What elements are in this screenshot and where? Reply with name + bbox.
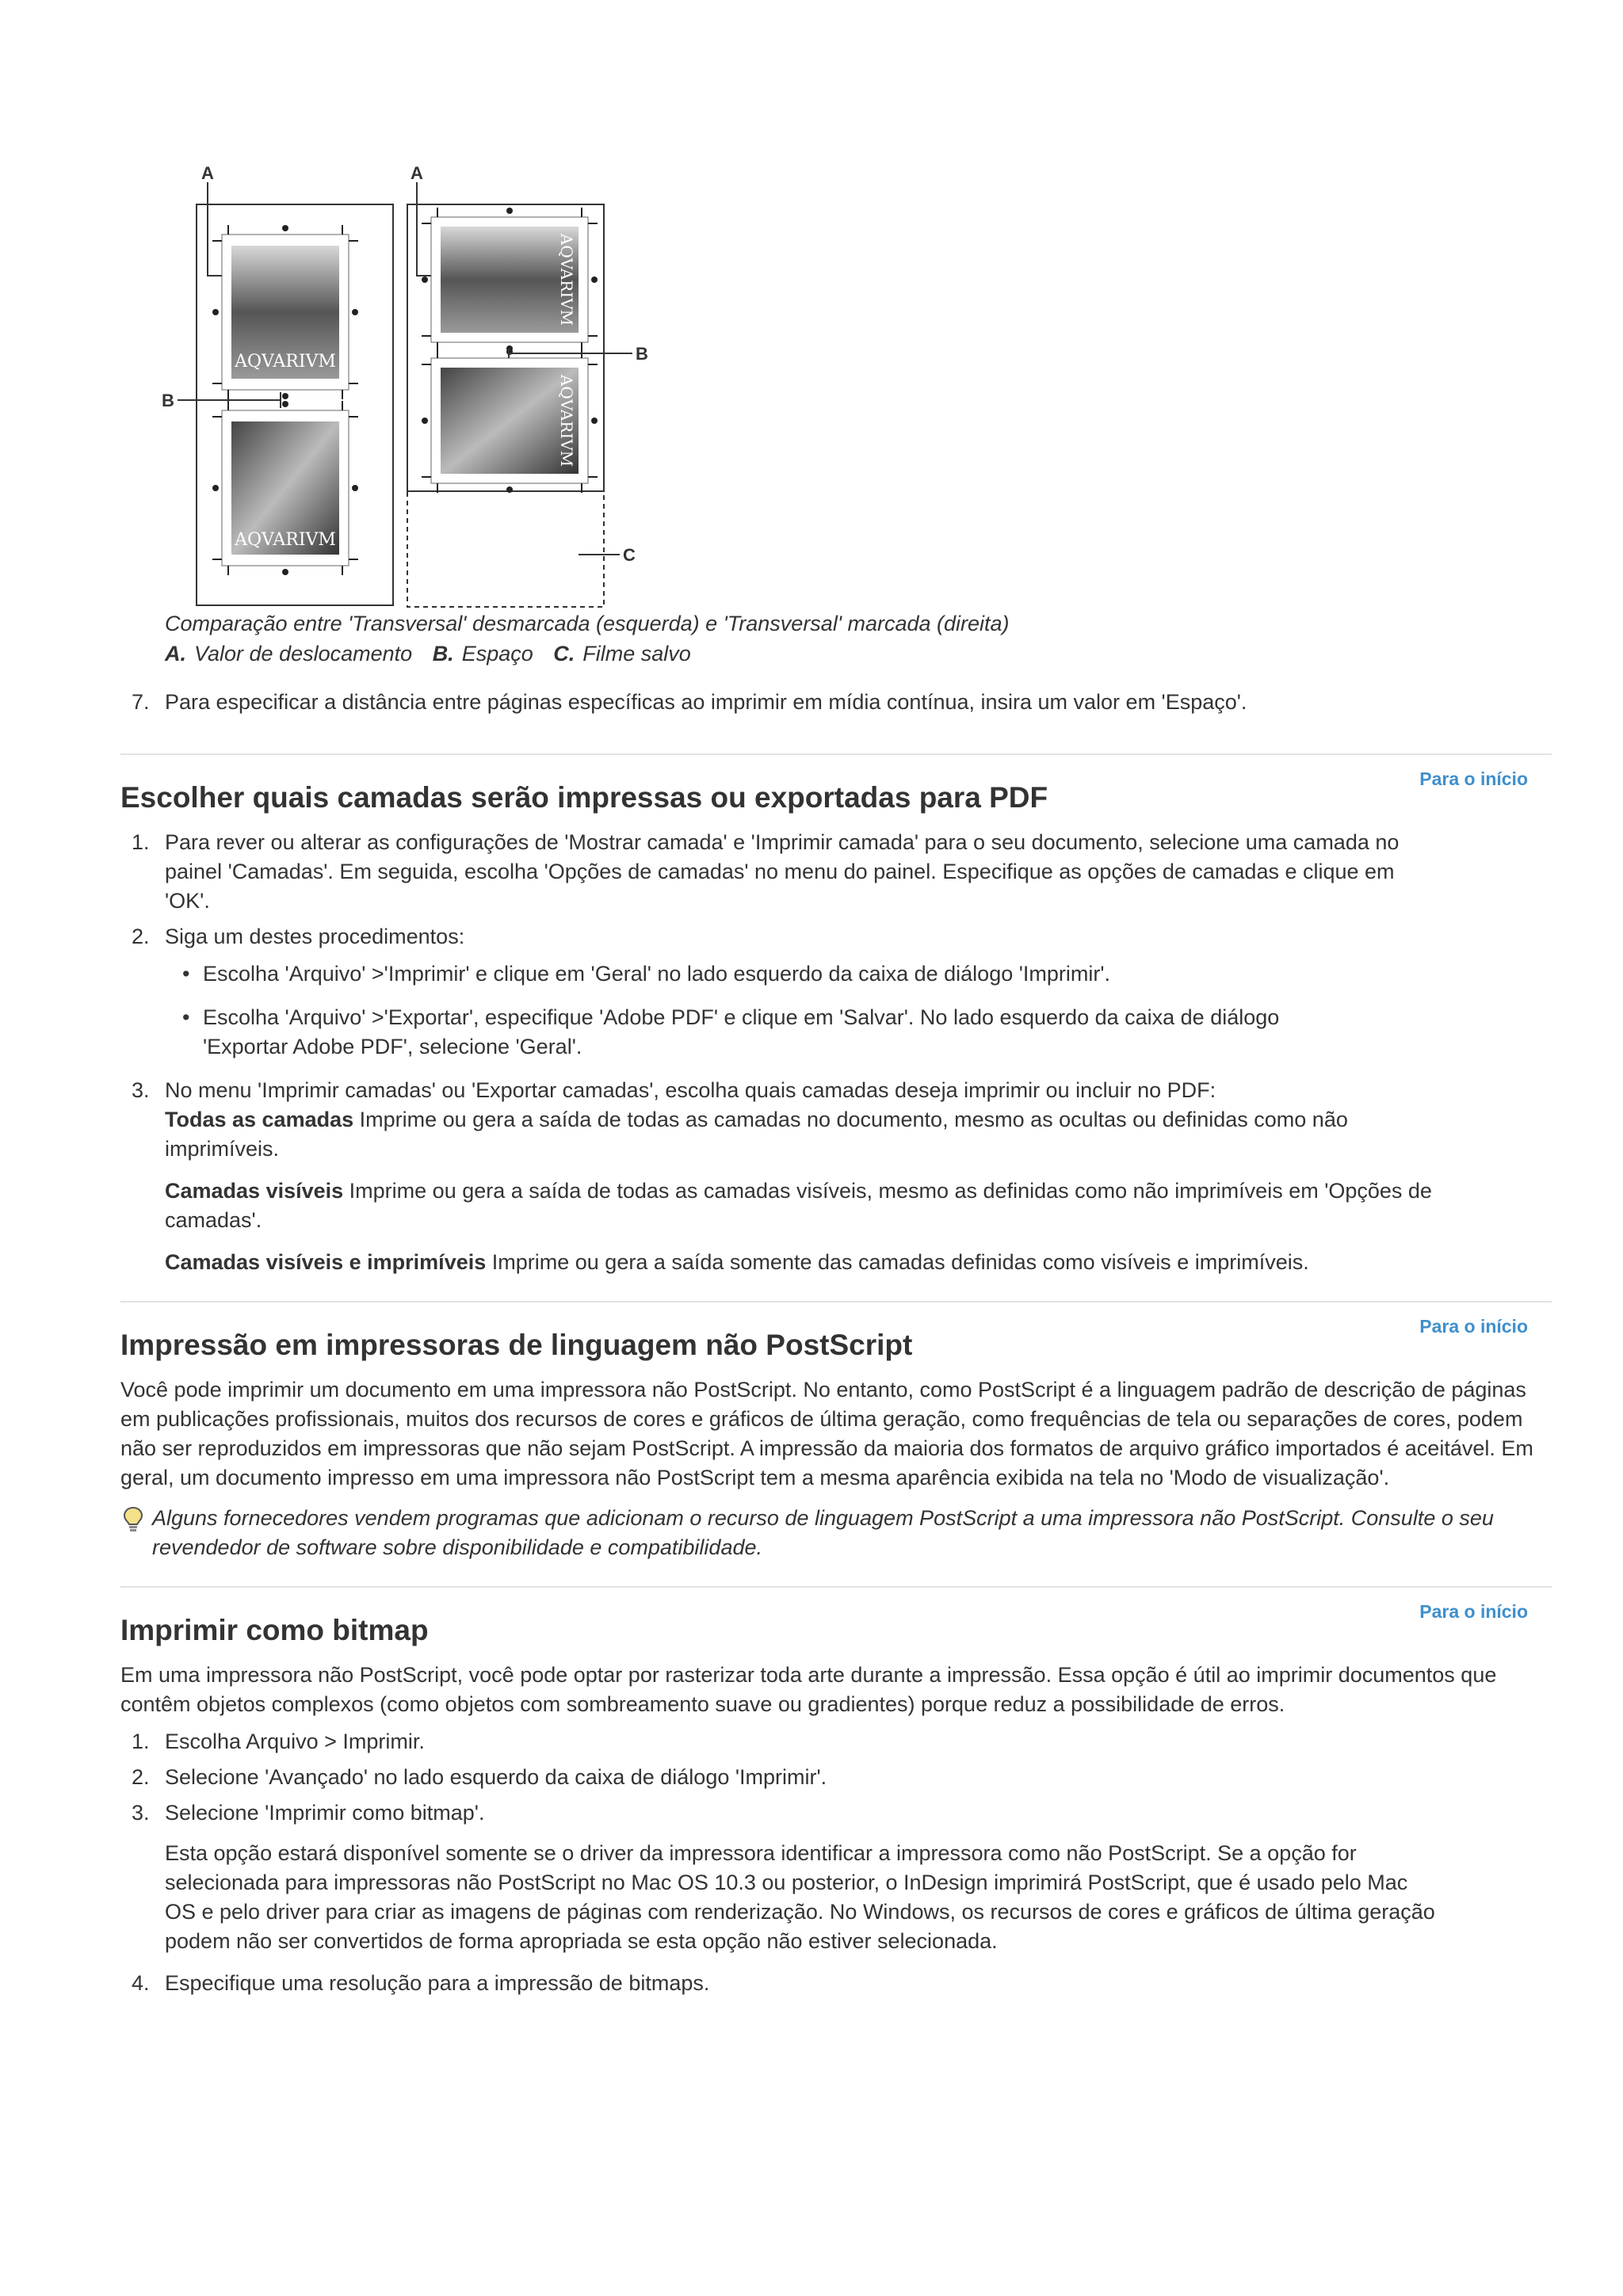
caption-c-text: Filme salvo [582,642,691,666]
step-text: Para especificar a distância entre páginas específicas ao imprimir em mídia contínua, insira um valor em 'Espaço'. [165,690,1247,714]
option-term: Camadas visíveis e imprimíveis [165,1250,487,1274]
step-note: Esta opção estará disponível somente se o driver da impressora identificar a impressora como não PostScript. Se a opção for selecionada para impressoras não PostScript no Mac OS 10.3 ou posterior, o InDesign imprimirá PostScript, que é usado pelo Mac OS e pelo driver para criar as imagens de páginas com renderização. No Windows, os recursos de cores e gráficos de última geração podem não ser convertidos de forma apropriada se esta opção não estiver selecionada. [165,1841,1435,1953]
caption-title: Comparação entre 'Transversal' desmarcada (esquerda) e 'Transversal' marcada (direita) [165,612,1010,635]
section-print-bitmap [120,1586,1552,1998]
lightbulb-icon [120,1505,146,1534]
step-2 [120,922,1512,1062]
step-2 [120,1763,1512,1792]
saved-film-outline [407,491,604,607]
step-text: Para rever ou alterar as configurações de 'Mostrar camada' e 'Imprimir camada' para o seu documento, selecione uma camada no painel 'Camadas'. Em seguida, escolha 'Opções de camadas' no menu do painel. Especifique as opções de camadas e clique em 'OK'. [165,830,1400,913]
step-4 [120,1969,1512,1998]
section-paragraph: Você pode imprimir um documento em uma impressora não PostScript. No entanto, como PostScript é a linguagem padrão de descrição de páginas em publicações profissionais, muitos dos recursos de cores e gráficos de última geração, como frequências de tela ou separações de cores, podem não ser reproduzidos em impressoras que não sejam PostScript. A impressão da maioria dos formatos de arquivo gráfico importados é aceitável. Em geral, um documento impresso em uma impressora não PostScript tem a mesma aparência exibida na tela no 'Modo de visualização'. [120,1378,1533,1489]
step-text: Escolha Arquivo > Imprimir. [165,1730,425,1753]
bullet-list [203,959,1512,1062]
card-text: AQVARIVM [557,374,576,467]
label-a-right: A [411,163,423,183]
card-text: AQVARIVM [235,352,336,372]
section-layers [120,753,1552,1277]
option-desc: Imprime ou gera a saída de todas as camadas visíveis, mesmo as definidas como não imprimíveis em 'Opções de camadas'. [165,1179,1432,1232]
label-b-left: B [162,391,174,410]
label-a-left: A [201,163,214,183]
section-title: Imprimir como bitmap [120,1614,429,1646]
step-number: 1. [132,1730,150,1753]
label-b-right: B [636,344,648,364]
step-text: No menu 'Imprimir camadas' ou 'Exportar camadas', escolha quais camadas deseja imprimir ou incluir no PDF: [165,1078,1216,1102]
caption-a-letter: A. [165,642,186,666]
option-term: Todas as camadas [165,1108,354,1131]
label-c: C [623,545,636,565]
step-7 [120,688,1512,717]
caption-b-letter: B. [432,642,454,666]
transversal-comparison-figure [151,158,658,610]
bullet-item: • Escolha 'Arquivo' >'Exportar', especifique 'Adobe PDF' e clique em 'Salvar'. No lado esquerdo da caixa de diálogo 'Exportar Adobe PDF', selecione 'Geral'. [203,1003,1344,1062]
step-1 [120,1727,1512,1756]
main-content [120,688,1552,2004]
step-text: Selecione 'Avançado' no lado esquerdo da caixa de diálogo 'Imprimir'. [165,1765,827,1789]
step-1 [120,828,1512,916]
section-title: Impressão em impressoras de linguagem não PostScript [120,1329,913,1361]
tip [120,1504,1555,1562]
caption-legend [165,639,1354,669]
back-to-top-link[interactable]: Para o início [1419,1316,1528,1337]
option-desc: Imprime ou gera a saída somente das camadas definidas como visíveis e imprimíveis. [491,1250,1309,1274]
back-to-top-link[interactable]: Para o início [1419,1601,1528,1622]
option-visible-layers [165,1177,1465,1235]
bullet-item: • Escolha 'Arquivo' >'Imprimir' e clique em 'Geral' no lado esquerdo da caixa de diálogo 'Imprimir'. [203,959,1344,989]
card-right-top [431,217,588,342]
caption-a-text: Valor de deslocamento [194,642,413,666]
option-all-layers [165,1105,1465,1164]
back-to-top-link[interactable]: Para o início [1419,769,1528,789]
card-right-bottom [431,358,588,483]
step-number: 2. [132,925,150,948]
tip-text: Alguns fornecedores vendem programas que adicionam o recurso de linguagem PostScript a uma impressora não PostScript. Consulte o seu revendedor de software sobre disponibilidade e compatibilidade. [152,1506,1494,1559]
option-term: Camadas visíveis [165,1179,344,1203]
card-text: AQVARIVM [557,233,576,326]
caption-b-text: Espaço [461,642,533,666]
step-3 [120,1076,1512,1277]
step-number: 3. [132,1078,150,1102]
card-text: AQVARIVM [235,530,336,550]
step-3 [120,1798,1512,1956]
card-left-bottom [222,410,349,566]
step-text: Siga um destes procedimentos: [165,925,465,948]
step-number: 7. [132,690,150,714]
section-title: Escolher quais camadas serão impressas ou exportadas para PDF [120,781,1048,814]
step-number: 2. [132,1765,150,1789]
step-number: 1. [132,830,150,854]
step-text: Selecione 'Imprimir como bitmap'. [165,1801,485,1825]
option-desc: Imprime ou gera a saída de todas as camadas no documento, mesmo as ocultas ou definidas como não imprimíveis. [165,1108,1348,1161]
card-left-top [222,235,349,390]
section-paragraph: Em uma impressora não PostScript, você pode optar por rasterizar toda arte durante a impressão. Essa opção é útil ao imprimir documentos que contêm objetos complexos (como objetos com sombreamento suave ou gradientes) porque reduz a possibilidade de erros. [120,1663,1497,1716]
option-visible-printable-layers [165,1248,1465,1277]
caption-c-letter: C. [553,642,575,666]
figure-caption [165,608,1354,669]
step-number: 4. [132,1971,150,1995]
section-non-postscript [120,1301,1552,1562]
step-number: 3. [132,1801,150,1825]
figure-illustration [151,158,658,610]
step-text: Especifique uma resolução para a impressão de bitmaps. [165,1971,710,1995]
